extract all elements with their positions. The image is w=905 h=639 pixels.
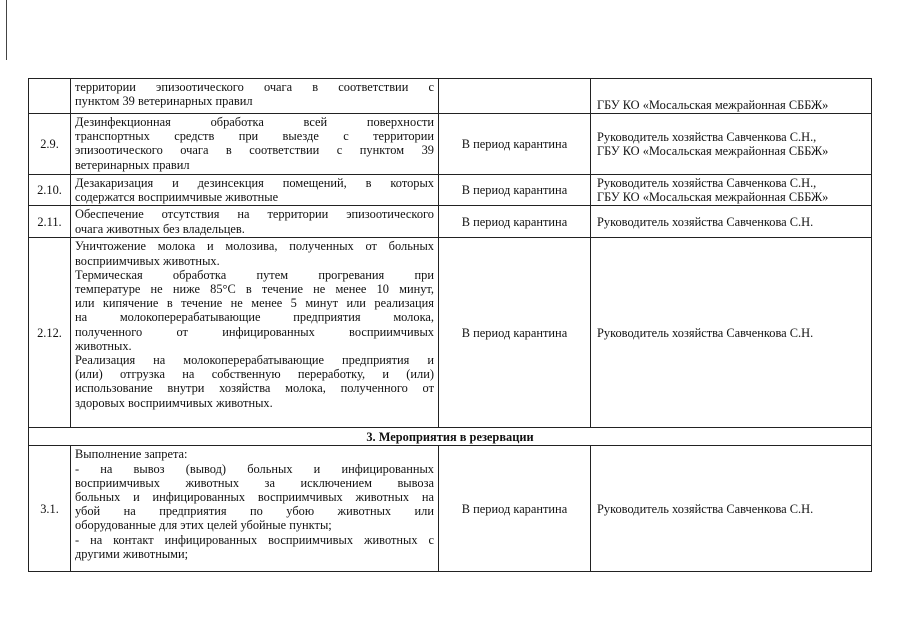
row-period: В период карантина	[439, 175, 591, 206]
text-line: территории эпизоотического очага в соответствии с	[75, 80, 434, 94]
row-responsible	[591, 79, 872, 114]
text-line: Руководитель хозяйства Савченкова С.Н.	[597, 325, 814, 340]
text-line: транспортных средств при выезде с территории	[75, 129, 434, 144]
row-responsible	[591, 446, 872, 572]
row-number: 2.9.	[29, 114, 71, 175]
text-line: восприимчивых животных.	[75, 253, 220, 268]
section-title: 3. Мероприятия в резервации	[29, 428, 872, 446]
table-row	[29, 79, 872, 114]
row-period: В период карантина	[439, 446, 591, 572]
row-number	[29, 79, 71, 114]
row-description	[71, 79, 439, 114]
row-period: В период карантина	[439, 238, 591, 428]
text-line: больных и инфицированных восприимчивых животных на	[75, 490, 434, 505]
table-row	[29, 238, 872, 428]
text-line: Руководитель хозяйства Савченкова С.Н.	[597, 501, 814, 516]
text-line: Термическая обработка путем прогревания при	[75, 267, 434, 282]
text-line: Дезинфекционная обработка всей поверхности	[75, 115, 434, 129]
text-line: ГБУ КО «Мосальская межрайонная СББЖ»	[597, 190, 829, 205]
row-responsible	[591, 238, 872, 428]
table-body	[29, 79, 872, 572]
text-line: убой на предприятия по убою животных или	[75, 504, 434, 519]
text-line: температуре не ниже 85°С в течение не менее 10 минут,	[75, 282, 434, 297]
text-line: очага животных без владельцев.	[75, 221, 245, 236]
row-period	[439, 79, 591, 114]
text-line: восприимчивых животных за исключением вывоза	[75, 475, 434, 490]
measures-table	[28, 78, 872, 572]
row-period: В период карантина	[439, 114, 591, 175]
table-row	[29, 446, 872, 572]
row-description	[71, 238, 439, 428]
table-row	[29, 206, 872, 238]
text-line: эпизоотического очага в соответствии с пунктом 39	[75, 143, 434, 158]
row-description	[71, 175, 439, 206]
row-number: 2.10.	[29, 175, 71, 206]
row-responsible	[591, 175, 872, 206]
text-line: Руководитель хозяйства Савченкова С.Н.,	[597, 129, 817, 144]
text-line: Руководитель хозяйства Савченкова С.Н.	[597, 214, 814, 229]
row-responsible	[591, 114, 872, 175]
text-line: содержатся восприимчивые животные	[75, 190, 279, 205]
text-line: пунктом 39 ветеринарных правил	[75, 94, 253, 109]
row-description	[71, 446, 439, 572]
text-line: ГБУ КО «Мосальская межрайонная СББЖ»	[597, 97, 829, 112]
text-line: - на контакт инфицированных восприимчивых животных с	[75, 532, 434, 547]
text-line: Обеспечение отсутствия на территории эпизоотического	[75, 207, 434, 222]
text-line: здоровых восприимчивых животных.	[75, 395, 273, 410]
text-line: Выполнение запрета:	[75, 447, 188, 462]
text-line: Руководитель хозяйства Савченкова С.Н.,	[597, 176, 817, 190]
text-line: оборудованные для этих целей убойные пункты;	[75, 518, 332, 533]
page-edge-line	[6, 0, 7, 60]
text-line: ГБУ КО «Мосальская межрайонная СББЖ»	[597, 144, 829, 158]
row-description	[71, 206, 439, 238]
text-line: Дезакаризация и дезинсекция помещений, в которых	[75, 176, 434, 190]
row-number: 2.11.	[29, 206, 71, 238]
text-line: или кипячение в течение не менее 5 минут или реализация	[75, 296, 434, 311]
table-row	[29, 114, 872, 175]
text-line: - на вывоз (вывод) больных и инфицированных	[75, 461, 434, 476]
text-line: использование внутри хозяйства молока, полученного от	[75, 381, 434, 396]
row-period: В период карантина	[439, 206, 591, 238]
text-line: Уничтожение молока и молозива, полученных от больных	[75, 239, 434, 254]
row-description	[71, 114, 439, 175]
section-header-row	[29, 428, 872, 446]
text-line: на молокоперерабатывающие предприятия молока,	[75, 310, 434, 325]
text-line: Реализация на молокоперерабатывающие предприятия и	[75, 353, 434, 368]
row-number: 2.12.	[29, 238, 71, 428]
text-line: другими животными;	[75, 546, 189, 561]
row-responsible	[591, 206, 872, 238]
text-line: (или) отгрузка на собственную переработку, и (или)	[75, 367, 434, 382]
row-number: 3.1.	[29, 446, 71, 572]
text-line: животных.	[75, 338, 132, 353]
table-row	[29, 175, 872, 206]
text-line: полученного от инфицированных восприимчивых	[75, 324, 434, 339]
text-line: ветеринарных правил	[75, 157, 190, 172]
